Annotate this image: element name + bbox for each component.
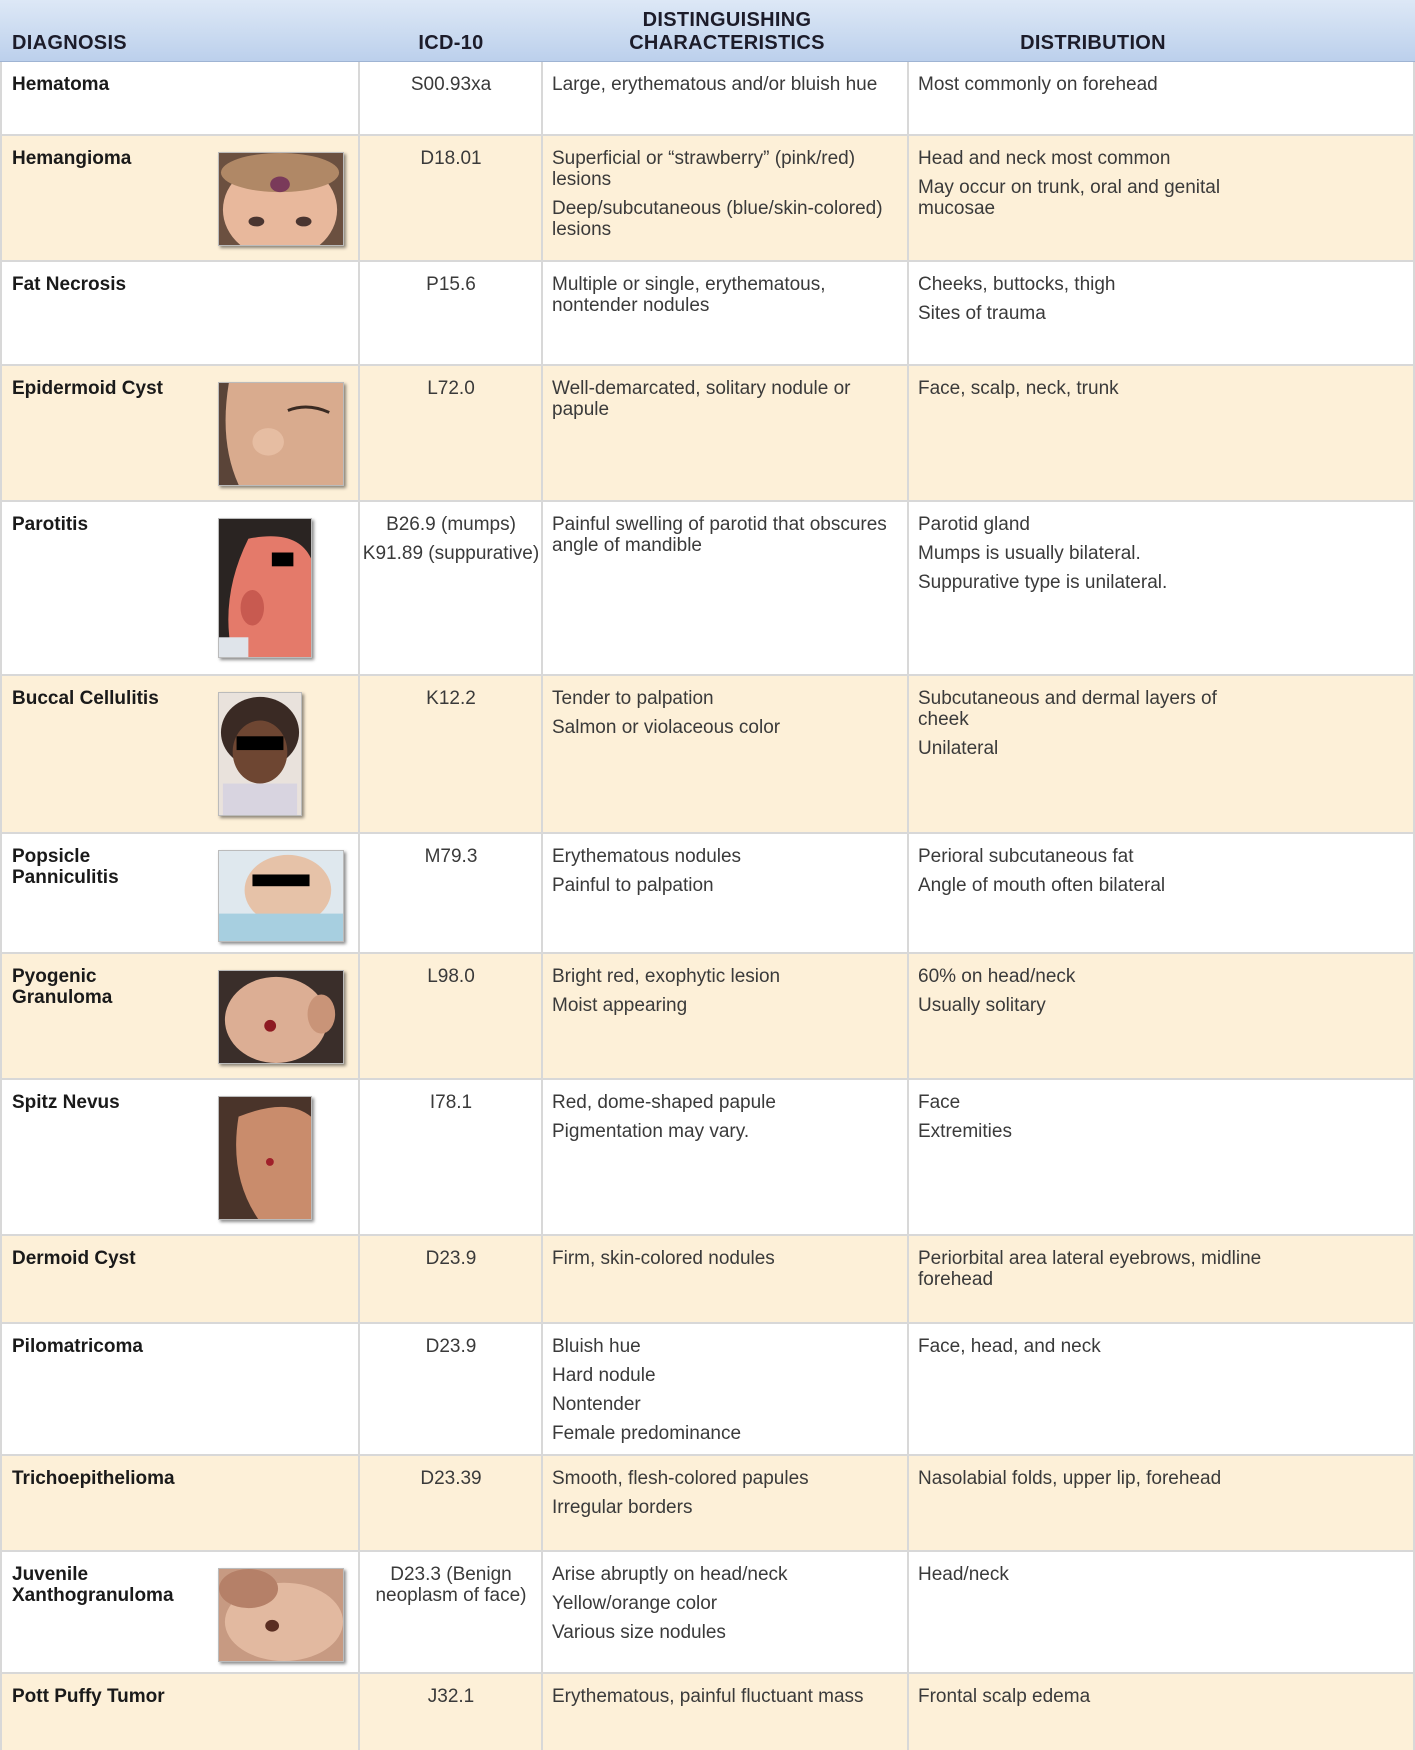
icd-cell (362, 846, 540, 875)
distribution-cell (918, 1248, 1268, 1298)
icd-code: D18.01 (420, 148, 482, 169)
distribution-item: Sites of trauma (918, 303, 1046, 324)
characteristic-item: Deep/subcutaneous (blue/skin-colored) lesions (552, 198, 883, 240)
table-row (0, 1456, 1415, 1552)
characteristic-item: Multiple or single, erythematous, nontender nodules (552, 274, 826, 316)
distribution-item: Usually solitary (918, 995, 1046, 1016)
diagnosis-cell: Juvenile Xanthogranuloma (12, 1564, 174, 1606)
diagnosis-cell: Trichoepithelioma (12, 1468, 175, 1489)
distribution-item: Extremities (918, 1121, 1012, 1142)
icd-code: K12.2 (426, 688, 476, 709)
icd-cell (362, 514, 540, 572)
table-row (0, 136, 1415, 262)
icd-cell (362, 1248, 540, 1277)
characteristic-item: Tender to palpation (552, 688, 714, 709)
icd-code: B26.9 (mumps) (386, 514, 516, 535)
diagnosis-cell: Epidermoid Cyst (12, 378, 163, 399)
icd-cell (362, 378, 540, 407)
distribution-cell (918, 148, 1268, 227)
icd-code: L72.0 (427, 378, 475, 399)
characteristic-item: Painful swelling of parotid that obscures angle of mandible (552, 514, 887, 556)
table-row (0, 1236, 1415, 1324)
icd-code: K91.89 (suppurative) (362, 543, 540, 564)
epidermoid-cyst-photo (218, 382, 344, 486)
table-row (0, 62, 1415, 136)
distribution-item: Subcutaneous and dermal layers of cheek (918, 688, 1217, 730)
icd-code: P15.6 (426, 274, 476, 295)
distribution-cell (918, 1468, 1268, 1497)
characteristic-item: Arise abruptly on head/neck (552, 1564, 788, 1585)
icd-code: D23.9 (425, 1248, 477, 1269)
distribution-cell (918, 378, 1268, 407)
distribution-item: Face (918, 1092, 961, 1113)
characteristic-item: Moist appearing (552, 995, 688, 1016)
grid-line (541, 62, 543, 1750)
buccal-cellulitis-photo (218, 692, 302, 816)
diagnosis-cell: Hemangioma (12, 148, 132, 169)
diagnosis-cell: Spitz Nevus (12, 1092, 120, 1113)
diagnosis-cell: Pyogenic Granuloma (12, 966, 113, 1008)
diagnosis-cell: Pilomatricoma (12, 1336, 143, 1357)
characteristic-item: Well-demarcated, solitary nodule or papule (552, 378, 851, 420)
characteristic-item: Hard nodule (552, 1365, 656, 1386)
icd-cell (362, 74, 540, 103)
juvenile-xanthogranuloma-photo (218, 1568, 344, 1662)
grid-line (0, 62, 2, 1750)
icd-code: D23.39 (420, 1468, 482, 1489)
icd-cell (362, 1686, 540, 1715)
header-diagnosis: DIAGNOSIS (12, 32, 127, 54)
table-row (0, 1080, 1415, 1236)
characteristic-item: Salmon or violaceous color (552, 717, 781, 738)
table-row (0, 502, 1415, 676)
characteristic-item: Irregular borders (552, 1497, 693, 1518)
spitz-nevus-photo (218, 1096, 312, 1220)
icd-code: J32.1 (427, 1686, 475, 1707)
header-icd10: ICD-10 (418, 32, 484, 54)
distribution-item: Face, scalp, neck, trunk (918, 378, 1119, 399)
characteristic-item: Bluish hue (552, 1336, 641, 1357)
diagnosis-cell: Fat Necrosis (12, 274, 127, 295)
characteristic-item: Firm, skin-colored nodules (552, 1248, 775, 1269)
characteristics-cell (552, 966, 902, 1024)
characteristics-cell (552, 148, 902, 248)
distribution-cell (918, 846, 1268, 904)
distribution-cell (918, 1336, 1268, 1365)
distribution-item: Frontal scalp edema (918, 1686, 1091, 1707)
characteristics-cell (552, 274, 902, 324)
distribution-cell (918, 514, 1268, 601)
table-row (0, 366, 1415, 502)
grid-line (907, 62, 909, 1750)
characteristic-item: Various size nodules (552, 1622, 726, 1643)
characteristic-item: Nontender (552, 1394, 641, 1415)
distribution-item: Periorbital area lateral eyebrows, midline forehead (918, 1248, 1262, 1290)
characteristic-item: Erythematous, painful fluctuant mass (552, 1686, 864, 1707)
hemangioma-photo (218, 152, 344, 246)
characteristic-item: Smooth, flesh-colored papules (552, 1468, 809, 1489)
distribution-item: Mumps is usually bilateral. (918, 543, 1141, 564)
table-row (0, 1552, 1415, 1674)
popsicle-panniculitis-photo (218, 850, 344, 942)
table-row (0, 262, 1415, 366)
distribution-item: Parotid gland (918, 514, 1030, 535)
icd-cell (362, 688, 540, 717)
distribution-cell (918, 74, 1268, 103)
characteristics-cell (552, 514, 902, 564)
table-row (0, 1324, 1415, 1456)
characteristics-cell (552, 1336, 902, 1452)
icd-code: I78.1 (429, 1092, 473, 1113)
distribution-item: Unilateral (918, 738, 999, 759)
diagnosis-cell: Buccal Cellulitis (12, 688, 159, 709)
characteristic-item: Painful to palpation (552, 875, 714, 896)
characteristics-cell (552, 74, 902, 103)
distribution-item: Nasolabial folds, upper lip, forehead (918, 1468, 1222, 1489)
distribution-cell (918, 966, 1268, 1024)
icd-code: L98.0 (427, 966, 475, 987)
characteristic-item: Bright red, exophytic lesion (552, 966, 781, 987)
diagnosis-cell: Pott Puffy Tumor (12, 1686, 165, 1707)
header-characteristics-line1: DISTINGUISHING (642, 9, 812, 31)
icd-cell (362, 966, 540, 995)
distribution-cell (918, 1092, 1268, 1150)
icd-cell (362, 1336, 540, 1365)
distribution-cell (918, 1564, 1268, 1593)
characteristics-cell (552, 1468, 902, 1526)
distribution-cell (918, 1686, 1268, 1715)
icd-cell (362, 274, 540, 303)
distribution-cell (918, 688, 1268, 767)
grid-line (358, 62, 360, 1750)
icd-code: D23.3 (Benign neoplasm of face) (375, 1564, 527, 1606)
pyogenic-granuloma-photo (218, 970, 344, 1064)
characteristic-item: Large, erythematous and/or bluish hue (552, 74, 878, 95)
characteristic-item: Erythematous nodules (552, 846, 742, 867)
distribution-item: 60% on head/neck (918, 966, 1076, 987)
icd-cell (362, 148, 540, 177)
diagnosis-cell: Popsicle Panniculitis (12, 846, 119, 888)
characteristics-cell (552, 1686, 902, 1715)
table-header (0, 0, 1415, 62)
characteristic-item: Superficial or “strawberry” (pink/red) lesions (552, 148, 856, 190)
characteristics-cell (552, 1092, 902, 1150)
diagnosis-cell: Hematoma (12, 74, 110, 95)
characteristic-item: Yellow/orange color (552, 1593, 718, 1614)
distribution-item: Angle of mouth often bilateral (918, 875, 1166, 896)
diagnosis-cell: Dermoid Cyst (12, 1248, 136, 1269)
table-row (0, 954, 1415, 1080)
characteristics-cell (552, 1564, 902, 1651)
distribution-item: Head/neck (918, 1564, 1009, 1585)
header-distribution: DISTRIBUTION (1020, 32, 1166, 54)
diagnosis-cell: Parotitis (12, 514, 89, 535)
header-characteristics (552, 9, 902, 55)
icd-code: M79.3 (424, 846, 478, 867)
distribution-item: Head and neck most common (918, 148, 1171, 169)
characteristics-cell (552, 1248, 902, 1277)
characteristics-cell (552, 378, 902, 428)
distribution-cell (918, 274, 1268, 332)
table-row (0, 1674, 1415, 1750)
characteristic-item: Female predominance (552, 1423, 742, 1444)
distribution-item: Cheeks, buttocks, thigh (918, 274, 1116, 295)
distribution-item: Perioral subcutaneous fat (918, 846, 1134, 867)
parotitis-photo (218, 518, 312, 658)
characteristic-item: Red, dome-shaped papule (552, 1092, 776, 1113)
icd-cell (362, 1468, 540, 1497)
icd-code: D23.9 (425, 1336, 477, 1357)
table-row (0, 834, 1415, 954)
distribution-item: May occur on trunk, oral and genital mucosae (918, 177, 1221, 219)
distribution-item: Most commonly on forehead (918, 74, 1158, 95)
characteristics-cell (552, 688, 902, 746)
characteristics-cell (552, 846, 902, 904)
characteristic-item: Pigmentation may vary. (552, 1121, 750, 1142)
icd-code: S00.93xa (410, 74, 492, 95)
header-characteristics-line2: CHARACTERISTICS (629, 32, 825, 54)
distribution-item: Suppurative type is unilateral. (918, 572, 1168, 593)
icd-cell (362, 1564, 540, 1614)
table-row (0, 676, 1415, 834)
icd-cell (362, 1092, 540, 1121)
distribution-item: Face, head, and neck (918, 1336, 1101, 1357)
